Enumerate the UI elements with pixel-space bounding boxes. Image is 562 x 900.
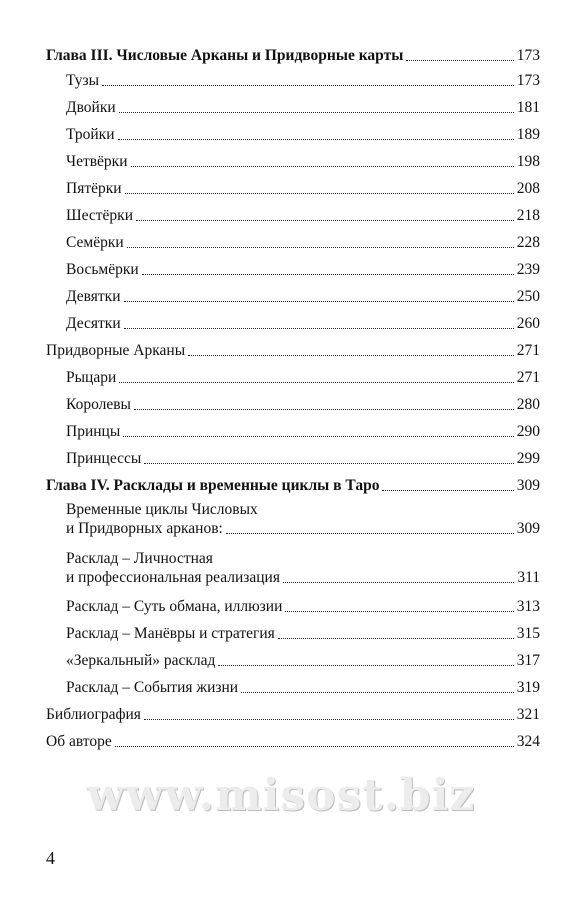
toc-entry-line xyxy=(66,179,540,198)
toc-entry-page: 173 xyxy=(516,72,540,89)
toc-entry-label: Девятки xyxy=(66,288,121,305)
dot-leader xyxy=(131,165,514,167)
toc-entry-page: 324 xyxy=(516,733,540,750)
toc-entry-label: Принцы xyxy=(66,423,121,440)
toc-entry-label: Пятёрки xyxy=(66,180,122,197)
toc-entry-label: Рыцари xyxy=(66,369,117,386)
toc-entry-label: Принцессы xyxy=(66,450,142,467)
toc-entry-line xyxy=(66,206,540,225)
toc-entry-line xyxy=(66,314,540,333)
toc-entry-label: Семёрки xyxy=(66,234,124,251)
dot-leader xyxy=(144,462,513,464)
toc-entry-label: Четвёрки xyxy=(66,153,128,170)
toc-entry-page: 280 xyxy=(516,396,540,413)
toc-entry-label: Расклад – События жизни xyxy=(66,679,239,696)
toc-entry xyxy=(66,500,540,538)
dot-leader xyxy=(283,581,514,583)
toc-entry-line xyxy=(66,519,540,538)
toc-entry-label: Восьмёрки xyxy=(66,261,139,278)
toc-entry xyxy=(66,368,540,387)
dot-leader xyxy=(188,354,514,356)
toc-entry-line xyxy=(66,651,540,670)
toc-entry-label: Тройки xyxy=(66,126,115,143)
toc-entry-line xyxy=(66,368,540,387)
dot-leader xyxy=(102,84,514,86)
toc-entry xyxy=(66,260,540,279)
toc-entry xyxy=(66,449,540,468)
toc-entry xyxy=(66,125,540,144)
dot-leader xyxy=(136,219,514,221)
toc-entry-line xyxy=(46,732,540,751)
dot-leader xyxy=(124,327,514,329)
toc-entry-page: 198 xyxy=(516,153,540,170)
dot-leader xyxy=(115,745,514,747)
toc-entry-line xyxy=(66,449,540,468)
toc-entry-label: Десятки xyxy=(66,315,121,332)
toc-entry xyxy=(66,651,540,670)
toc-entry xyxy=(46,705,540,724)
toc-entry-label-line1: Временные циклы Числовых xyxy=(66,501,258,518)
toc-entry xyxy=(66,287,540,306)
toc-entry-page: 319 xyxy=(516,679,540,696)
dot-leader xyxy=(119,111,514,113)
dot-leader xyxy=(142,273,514,275)
toc-entry-page: 271 xyxy=(516,342,540,359)
dot-leader xyxy=(226,532,514,534)
dot-leader xyxy=(124,300,514,302)
toc-entry-label: «Зеркальный» расклад xyxy=(66,652,216,669)
toc-entry-page: 189 xyxy=(516,126,540,143)
toc-entry-line xyxy=(66,260,540,279)
toc-entry xyxy=(66,152,540,171)
dot-leader xyxy=(119,381,513,383)
toc-entry-line xyxy=(66,678,540,697)
page-number: 4 xyxy=(46,848,55,868)
toc-entry-page: 309 xyxy=(516,477,540,494)
dot-leader xyxy=(241,691,514,693)
toc-entry-page: 321 xyxy=(516,706,540,723)
toc-entry xyxy=(46,46,540,65)
toc-entry-page: 260 xyxy=(516,315,540,332)
toc-entry-page: 239 xyxy=(516,261,540,278)
toc-entry xyxy=(66,206,540,225)
toc-entry-line xyxy=(46,705,540,724)
toc-entry-line xyxy=(66,422,540,441)
toc-entry xyxy=(66,597,540,616)
toc-entry-label: и профессиональная реализация xyxy=(66,569,280,586)
toc-entry-page: 208 xyxy=(516,180,540,197)
toc-entry-page: 315 xyxy=(516,625,540,642)
toc-entry-page: 317 xyxy=(516,652,540,669)
toc-entry xyxy=(66,678,540,697)
toc-entry-label: Королевы xyxy=(66,396,131,413)
dot-leader xyxy=(144,718,514,720)
toc-entry-label: Придворные Арканы xyxy=(46,342,186,359)
toc-entry-page: 309 xyxy=(516,520,540,537)
toc-entry-label: Об авторе xyxy=(46,733,112,750)
toc-entry-line xyxy=(66,568,540,587)
dot-leader xyxy=(406,59,513,61)
toc-entry xyxy=(66,422,540,441)
dot-leader xyxy=(125,192,514,194)
toc-entry-label: Расклад – Манёвры и стратегия xyxy=(66,625,275,642)
dot-leader xyxy=(285,610,513,612)
toc-entry-page: 250 xyxy=(516,288,540,305)
dot-leader xyxy=(118,138,514,140)
toc-entry xyxy=(46,341,540,360)
toc-entry-line xyxy=(66,597,540,616)
toc-entry xyxy=(66,624,540,643)
toc-entry-label: Глава IV. Расклады и временные циклы в Таро xyxy=(46,477,380,494)
dot-leader xyxy=(278,637,514,639)
toc-entry xyxy=(66,233,540,252)
toc-entry-page: 290 xyxy=(516,423,540,440)
toc-entry-line xyxy=(66,98,540,117)
toc-entry-page: 313 xyxy=(516,598,540,615)
toc-entry xyxy=(46,732,540,751)
toc-entry-label: Библиография xyxy=(46,706,141,723)
watermark: www.misost.biz xyxy=(86,770,476,821)
toc-entry xyxy=(66,71,540,90)
toc-entry-line xyxy=(46,341,540,360)
toc-entry-line xyxy=(66,125,540,144)
toc-entry-label: Глава III. Числовые Арканы и Придворные карты xyxy=(46,47,404,64)
toc-entry-label: Шестёрки xyxy=(66,207,134,224)
toc-entry-page: 173 xyxy=(516,47,540,64)
toc-entry-line xyxy=(66,71,540,90)
toc-entry-line xyxy=(66,624,540,643)
toc-entry-line xyxy=(66,152,540,171)
toc-entry xyxy=(66,395,540,414)
toc-entry-label-line1: Расклад – Личностная xyxy=(66,550,213,567)
toc-entry-page: 311 xyxy=(517,569,540,586)
toc-entry xyxy=(66,179,540,198)
toc-entry-line xyxy=(46,46,540,65)
toc-entry-label: Двойки xyxy=(66,99,116,116)
dot-leader xyxy=(218,664,513,666)
toc-entry-page: 299 xyxy=(516,450,540,467)
dot-leader xyxy=(127,246,514,248)
toc-entry-line xyxy=(66,287,540,306)
toc-entry xyxy=(46,476,540,495)
dot-leader xyxy=(382,489,513,491)
toc-entry-page: 181 xyxy=(516,99,540,116)
toc-entry-page: 271 xyxy=(516,369,540,386)
toc-entry-line xyxy=(46,476,540,495)
toc-entry-label: Расклад – Суть обмана, иллюзии xyxy=(66,598,283,615)
toc-entry xyxy=(66,549,540,587)
toc-entry-line xyxy=(66,233,540,252)
toc-entry-page: 218 xyxy=(516,207,540,224)
toc-entry-label: Тузы xyxy=(66,72,99,89)
dot-leader xyxy=(134,408,514,410)
toc-entry xyxy=(66,314,540,333)
toc-entry xyxy=(66,98,540,117)
dot-leader xyxy=(123,435,514,437)
toc-entry-line xyxy=(66,395,540,414)
toc-entry-page: 228 xyxy=(516,234,540,251)
toc-entry-label: и Придворных арканов: xyxy=(66,520,223,537)
